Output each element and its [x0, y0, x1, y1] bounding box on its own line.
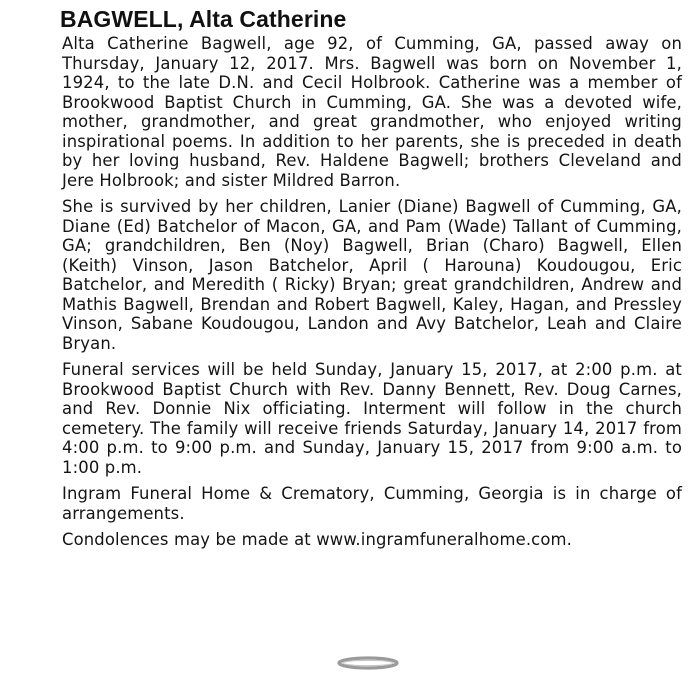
obituary-paragraph-biography: Alta Catherine Bagwell, age 92, of Cumming, GA, passed away on Thursday, January 12, 2017. Mrs. Bagwell was born on November 1, 1924, to the late D.N. and Cecil Holbrook. Catherine was a member of Brookwood Baptist Church in Cumming, GA. She was a devoted wife, mother, grandmother, and great grandmother, who enjoyed writing inspirational poems. In addition to her parents, she is preceded in death by her loving husband, Rev. Haldene Bagwell; brothers Cleveland and Jere Holbrook; and sister Mildred Barron. [62, 34, 682, 190]
obituary [62, 4, 682, 557]
obituary-paragraph-arrangements: Ingram Funeral Home & Crematory, Cumming, Georgia is in charge of arrangements. [62, 484, 682, 523]
obituary-name-heading: BAGWELL, Alta Catherine [60, 6, 347, 32]
obituary-paragraph-survivors: She is survived by her children, Lanier (Diane) Bagwell of Cumming, GA, Diane (Ed) Batchelor of Macon, GA, and Pam (Wade) Tallant of Cumming, GA; grandchildren, Ben (Noy) Bagwell, Brian (Charo) Bagwell, Ellen (Keith) Vinson, Jason Batchelor, April ( Harouna) Koudougou, Eric Batchelor, and Meredith ( Ricky) Bryan; great grandchildren, Andrew and Mathis Bagwell, Brendan and Robert Bagwell, Kaley, Hagan, and Pressley Vinson, Sabane Koudougou, Landon and Avy Batchelor, Leah and Claire Bryan. [62, 197, 682, 353]
obituary-paragraph-condolences: Condolences may be made at www.ingramfuneralhome.com. [62, 530, 572, 549]
obituary-paragraph-services: Funeral services will be held Sunday, January 15, 2017, at 2:00 p.m. at Brookwood Baptist Church with Rev. Danny Bennett, Rev. Doug Carnes, and Rev. Donnie Nix officiating. Interment will follow in the church cemetery. The family will receive friends Saturday, January 14, 2017 from 4:00 p.m. to 9:00 p.m. and Sunday, January 15, 2017 from 9:00 a.m. to 1:00 p.m. [62, 360, 682, 477]
oval-ornament-icon [336, 656, 400, 670]
